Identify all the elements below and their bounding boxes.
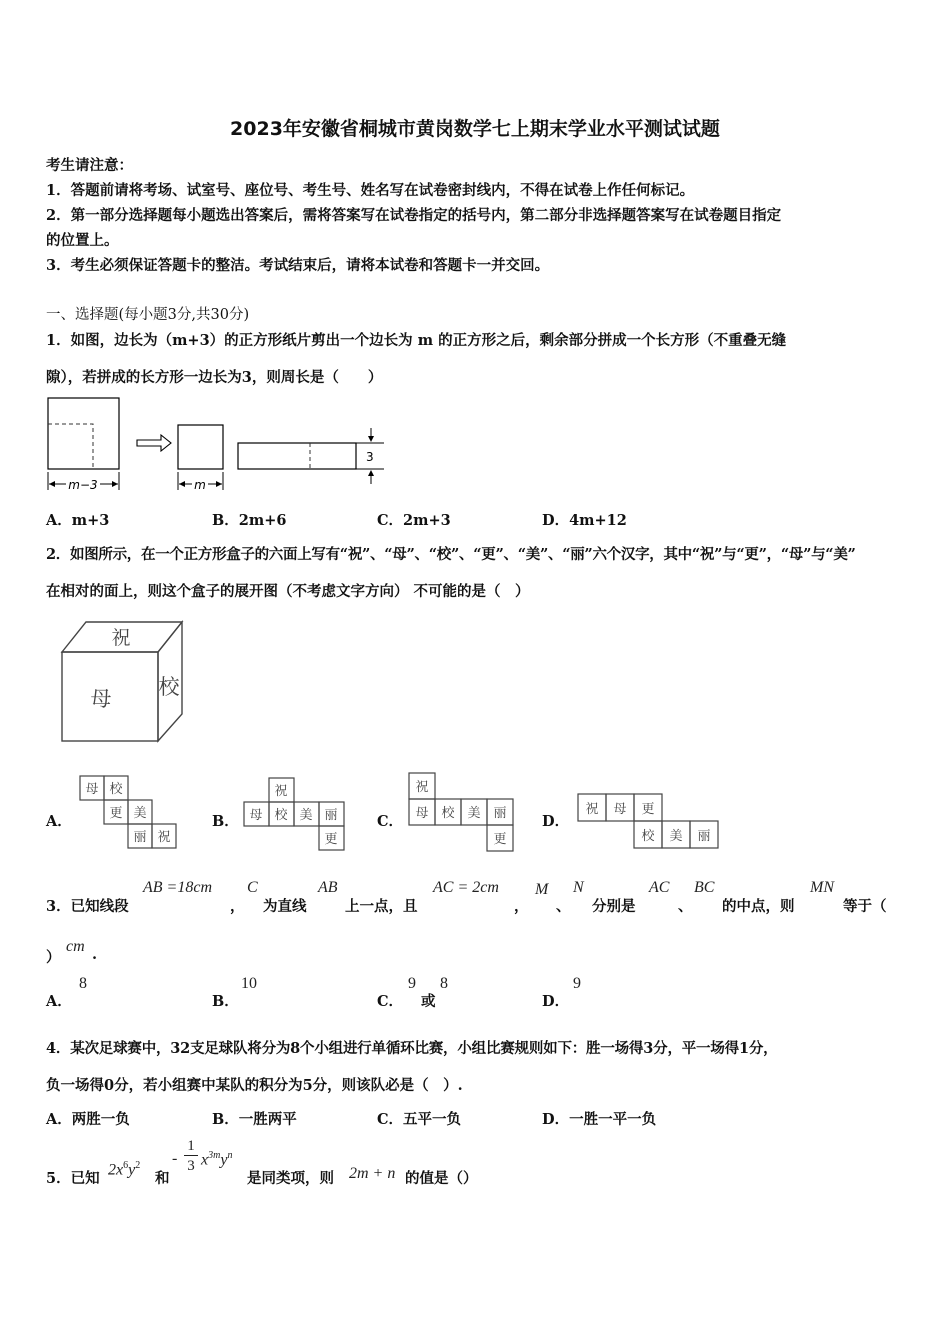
cube-side-label: 校 [158, 675, 180, 699]
q1-stem: 1．如图，边长为（m+3）的正方形纸片剪出一个边长为 m 的正方形之后，剩余部分拼成一个长方形（不重叠无缝 [46, 332, 787, 349]
q1-big-square [48, 398, 119, 469]
section-heading: 一、选择题(每小题3分,共30分) [46, 307, 250, 323]
svg-text:祝: 祝 [274, 784, 288, 799]
q5-text: 5．已知 [46, 1170, 100, 1187]
q1-arrow-icon [137, 435, 171, 451]
svg-text:更: 更 [641, 802, 655, 817]
q2-option-a-label: A． [46, 813, 72, 830]
page-title: 2023年安徽省桐城市黄岗数学七上期末学业水平测试试题 [230, 118, 720, 140]
q1-figure [40, 392, 400, 496]
q3-option-c-label: C． [377, 993, 404, 1010]
q3-math-ab2: AB [318, 879, 338, 896]
q2-stem: 在相对的面上，则这个盒子的展开图（不考虑文字方向） 不可能的是（ ） [46, 583, 530, 600]
q3-math-ab: AB =18cm [143, 879, 212, 896]
q1-rectangle [238, 443, 356, 469]
q4-stem: 4．某次足球赛中，32支足球队将分为8个小组进行单循环比赛，小组比赛规则如下：胜一场得3分，平一场得1分， [46, 1040, 778, 1057]
q3-option-c-value-a: 9 [408, 975, 416, 992]
q2-cube-figure [55, 614, 195, 750]
q1-option-b: B．2m+6 [212, 512, 287, 529]
notice-item: 3．考生必须保证答题卡的整洁。考试结束后，请将本试卷和答题卡一并交回。 [46, 257, 550, 274]
q3-math-ac2: AC [649, 879, 670, 896]
q1-cut-line [48, 424, 93, 469]
q4-option-d: D．一胜一平一负 [542, 1111, 657, 1128]
notice-heading: 考生请注意： [46, 157, 133, 174]
q1-label-m: m [194, 478, 206, 492]
notice-item: 1．答题前请将考场、试室号、座位号、考生号、姓名写在试卷密封线内，不得在试卷上作任何标记。 [46, 182, 695, 199]
q2-net-a [78, 774, 182, 854]
svg-text:校: 校 [441, 806, 455, 821]
svg-text:美: 美 [467, 806, 481, 821]
cube-top-label: 祝 [111, 627, 131, 649]
q3-unit: cm [66, 938, 85, 955]
q4-option-c: C．五平一负 [377, 1111, 462, 1128]
q2-option-d-label: D． [542, 813, 570, 830]
svg-text:更: 更 [109, 806, 123, 821]
q2-option-c-label: C． [377, 813, 404, 830]
svg-text:美: 美 [299, 808, 313, 823]
q3-math-c: C [247, 879, 258, 896]
q2-stem: 2．如图所示，在一个正方形盒子的六面上写有“祝”、“母”、“校”、“更”、“美”、“丽”六个汉字，其中“祝”与“更”，“母”与“美” [46, 546, 856, 563]
cube-front-label: 母 [90, 687, 112, 711]
q5-fraction: 1 3 [184, 1138, 198, 1176]
svg-text:母: 母 [249, 808, 263, 823]
svg-text:祝: 祝 [157, 830, 171, 845]
q3-option-a-label: A． [46, 993, 72, 1010]
q4-stem: 负一场得0分，若小组赛中某队的积分为5分，则该队必是（ ）. [46, 1077, 463, 1094]
svg-text:更: 更 [493, 832, 507, 847]
q3-option-a-value: 8 [79, 975, 87, 992]
q3-math-n: N [573, 879, 584, 896]
svg-text:美: 美 [669, 829, 683, 844]
svg-text:祝: 祝 [415, 780, 429, 795]
q1-stem: 隙），若拼成的长方形一边长为3，则周长是（ ） [46, 369, 383, 386]
q5-term1: $2x^6y^2$ [108, 1160, 141, 1179]
q3-text: 3．已知线段 [46, 898, 129, 915]
q3-math-ac: AC = 2cm [433, 879, 499, 896]
q3-math-bc: BC [694, 879, 715, 896]
q3-option-b-value: 10 [241, 975, 257, 992]
q2-net-b [242, 776, 348, 854]
q5-expression: 2m + n [349, 1165, 396, 1182]
svg-text:校: 校 [641, 829, 655, 844]
q3-option-c-value-b: 8 [440, 975, 448, 992]
notice-item: 的位置上。 [46, 232, 119, 249]
q3-math-mn: MN [810, 879, 834, 896]
svg-text:校: 校 [109, 782, 123, 797]
svg-text:校: 校 [274, 808, 288, 823]
q2-net-c [407, 771, 517, 853]
q4-option-a: A．两胜一负 [46, 1111, 130, 1128]
q1-option-a: A．m+3 [46, 512, 110, 529]
svg-text:丽: 丽 [697, 829, 711, 844]
svg-text:母: 母 [415, 806, 429, 821]
svg-text:祝: 祝 [585, 802, 599, 817]
q3-option-b-label: B． [212, 993, 239, 1010]
q3-option-d-label: D． [542, 993, 570, 1010]
notice-item: 2．第一部分选择题每小题选出答案后，需将答案写在试卷指定的括号内，第二部分非选择题答案写在试卷题目指定 [46, 207, 782, 224]
svg-text:丽: 丽 [324, 808, 338, 823]
q2-net-d [576, 792, 722, 852]
svg-text:母: 母 [613, 802, 627, 817]
svg-text:母: 母 [85, 782, 99, 797]
svg-text:美: 美 [133, 806, 147, 821]
q2-option-b-label: B． [212, 813, 239, 830]
svg-text:更: 更 [324, 832, 338, 847]
q3-math-m: M [535, 881, 549, 898]
svg-text:丽: 丽 [133, 830, 147, 845]
q1-option-c: C．2m+3 [377, 512, 451, 529]
q5-term2: $x^{3m}y^n$ [201, 1150, 233, 1169]
q1-label-m-minus-3: m−3 [68, 478, 98, 492]
svg-text:丽: 丽 [493, 806, 507, 821]
q4-option-b: B．一胜两平 [212, 1111, 297, 1128]
q1-small-square [178, 425, 223, 469]
q1-option-d: D．4m+12 [542, 512, 627, 529]
q1-label-3: 3 [366, 450, 374, 464]
q3-option-d-value: 9 [573, 975, 581, 992]
